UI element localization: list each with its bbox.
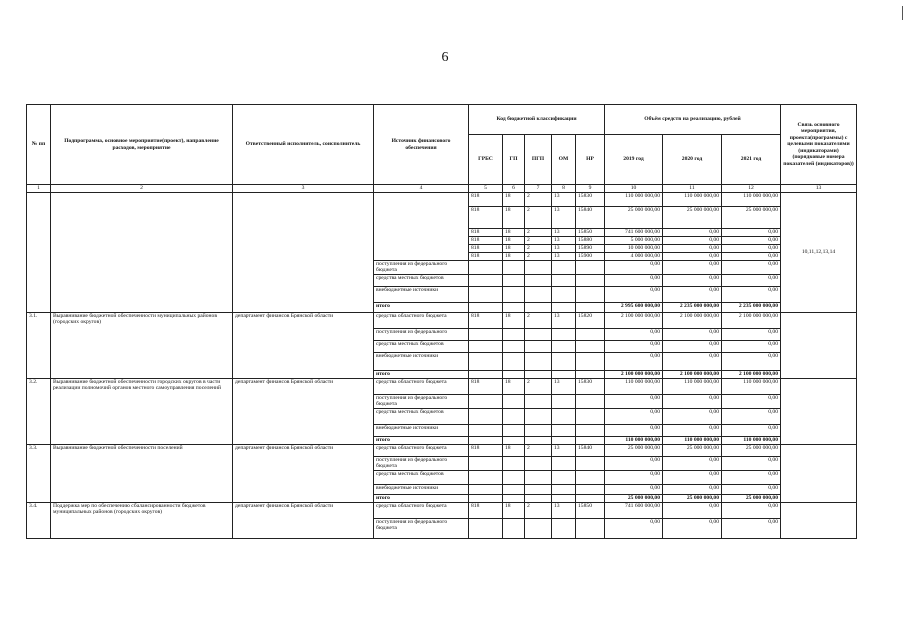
code-cell: 13 bbox=[552, 379, 576, 395]
source-cell: средства местных бюджетов bbox=[374, 471, 469, 485]
code-cell: 2 bbox=[525, 313, 552, 329]
amount-cell: 0,00 bbox=[722, 485, 781, 495]
cell-program: Выравнивание бюджетной обеспеченности городских округов в части реализации полномочий органов местного самоуправления поселений bbox=[51, 379, 233, 445]
colnum: 6 bbox=[503, 185, 525, 193]
source-cell: средства местных бюджетов bbox=[374, 341, 469, 353]
header-grbs: ГРБС bbox=[469, 135, 503, 185]
cell-program: Выравнивание бюджетной обеспеченности муниципальных районов (городских округов) bbox=[51, 313, 233, 379]
amount-cell: 0,00 bbox=[605, 341, 663, 353]
colnum: 2 bbox=[51, 185, 233, 193]
code-cell: 13 bbox=[552, 193, 576, 207]
code-cell bbox=[525, 287, 552, 303]
code-cell bbox=[552, 457, 576, 471]
code-cell bbox=[576, 495, 605, 503]
amount-cell: 2 100 000 000,00 bbox=[722, 371, 781, 379]
code-cell: 13 bbox=[552, 237, 576, 245]
amount-cell: 0,00 bbox=[663, 485, 722, 495]
code-cell bbox=[525, 495, 552, 503]
code-cell bbox=[576, 425, 605, 437]
source-cell: средства местных бюджетов bbox=[374, 275, 469, 287]
header-om: ОМ bbox=[552, 135, 576, 185]
code-cell bbox=[552, 287, 576, 303]
code-cell bbox=[552, 471, 576, 485]
amount-cell: 0,00 bbox=[722, 503, 781, 519]
amount-cell: 2 100 000 000,00 bbox=[663, 313, 722, 329]
amount-cell: 0,00 bbox=[605, 329, 663, 341]
source-cell: итого bbox=[374, 303, 469, 313]
code-cell: 2 bbox=[525, 207, 552, 229]
amount-cell: 110 000 000,00 bbox=[722, 437, 781, 445]
cell-executor: департамент финансов Брянской области bbox=[233, 503, 374, 539]
code-cell bbox=[576, 261, 605, 275]
source-cell: поступления из федерального бюджета bbox=[374, 519, 469, 539]
code-cell bbox=[469, 261, 503, 275]
source-cell: внебюджетные источники bbox=[374, 353, 469, 371]
code-cell bbox=[503, 519, 525, 539]
colnum: 11 bbox=[663, 185, 722, 193]
code-cell bbox=[552, 261, 576, 275]
code-cell bbox=[525, 303, 552, 313]
colnum: 7 bbox=[525, 185, 552, 193]
amount-cell: 5 000 000,00 bbox=[605, 237, 663, 245]
code-cell bbox=[503, 409, 525, 425]
amount-cell: 2 100 000 000,00 bbox=[605, 371, 663, 379]
code-cell: 818 bbox=[469, 379, 503, 395]
amount-cell: 2 235 000 000,00 bbox=[722, 303, 781, 313]
amount-cell: 110 000 000,00 bbox=[605, 193, 663, 207]
code-cell bbox=[503, 485, 525, 495]
header-nr: НР bbox=[576, 135, 605, 185]
amount-cell: 0,00 bbox=[663, 471, 722, 485]
amount-cell: 0,00 bbox=[605, 409, 663, 425]
amount-cell: 0,00 bbox=[605, 457, 663, 471]
amount-cell: 0,00 bbox=[605, 287, 663, 303]
amount-cell: 741 600 000,00 bbox=[605, 503, 663, 519]
cell-no bbox=[27, 193, 51, 313]
colnum: 1 bbox=[27, 185, 51, 193]
code-cell: 818 bbox=[469, 193, 503, 207]
code-cell: 15890 bbox=[576, 245, 605, 253]
amount-cell: 2 995 600 000,00 bbox=[605, 303, 663, 313]
header-2021: 2021 год bbox=[722, 135, 781, 185]
header-gp: ГП bbox=[503, 135, 525, 185]
cell-no: 3.1. bbox=[27, 313, 51, 379]
source-cell: средства областного бюджета bbox=[374, 445, 469, 457]
code-cell bbox=[469, 457, 503, 471]
cell-source bbox=[374, 193, 469, 261]
code-cell bbox=[576, 371, 605, 379]
code-cell bbox=[469, 485, 503, 495]
code-cell: 2 bbox=[525, 253, 552, 261]
code-cell: 18 bbox=[503, 229, 525, 237]
table-row bbox=[27, 445, 857, 457]
source-cell: средства областного бюджета bbox=[374, 379, 469, 395]
amount-cell: 25 000 000,00 bbox=[605, 207, 663, 229]
source-cell: поступления из федерального бюджета bbox=[374, 261, 469, 275]
code-cell bbox=[576, 395, 605, 409]
amount-cell: 25 000 000,00 bbox=[663, 445, 722, 457]
amount-cell: 25 000 000,00 bbox=[722, 495, 781, 503]
cell-indicators bbox=[781, 313, 857, 379]
code-cell: 18 bbox=[503, 253, 525, 261]
source-cell: внебюджетные источники bbox=[374, 425, 469, 437]
amount-cell: 0,00 bbox=[663, 341, 722, 353]
source-cell: внебюджетные источники bbox=[374, 485, 469, 495]
code-cell: 818 bbox=[469, 237, 503, 245]
code-cell: 15840 bbox=[576, 207, 605, 229]
source-cell: итого bbox=[374, 495, 469, 503]
amount-cell: 0,00 bbox=[663, 395, 722, 409]
amount-cell: 0,00 bbox=[722, 471, 781, 485]
code-cell bbox=[552, 275, 576, 287]
amount-cell: 110 000 000,00 bbox=[663, 437, 722, 445]
amount-cell: 0,00 bbox=[722, 237, 781, 245]
amount-cell: 0,00 bbox=[722, 395, 781, 409]
code-cell bbox=[576, 457, 605, 471]
colnum: 3 bbox=[233, 185, 374, 193]
amount-cell: 0,00 bbox=[663, 519, 722, 539]
code-cell: 18 bbox=[503, 237, 525, 245]
header-executor: Ответственный исполнитель, соисполнитель bbox=[233, 105, 374, 185]
source-cell: поступления из федерального бюджета bbox=[374, 395, 469, 409]
cell-program bbox=[51, 193, 233, 313]
code-cell bbox=[469, 329, 503, 341]
code-cell bbox=[552, 437, 576, 445]
code-cell bbox=[503, 353, 525, 371]
header-volume: Объём средств на реализацию, рублей bbox=[605, 105, 781, 135]
amount-cell: 0,00 bbox=[722, 229, 781, 237]
source-cell: средства местных бюджетов bbox=[374, 409, 469, 425]
code-cell bbox=[552, 329, 576, 341]
code-cell: 18 bbox=[503, 445, 525, 457]
amount-cell: 110 000 000,00 bbox=[722, 193, 781, 207]
amount-cell: 10 000 000,00 bbox=[605, 245, 663, 253]
cell-executor: департамент финансов Брянской области bbox=[233, 313, 374, 379]
page-number: 6 bbox=[441, 50, 449, 65]
code-cell bbox=[469, 275, 503, 287]
amount-cell: 0,00 bbox=[663, 261, 722, 275]
amount-cell: 0,00 bbox=[722, 519, 781, 539]
code-cell: 818 bbox=[469, 207, 503, 229]
amount-cell: 110 000 000,00 bbox=[663, 379, 722, 395]
source-cell: средства областного бюджета bbox=[374, 503, 469, 519]
code-cell: 818 bbox=[469, 503, 503, 519]
code-cell bbox=[576, 437, 605, 445]
amount-cell: 0,00 bbox=[605, 395, 663, 409]
code-cell bbox=[525, 341, 552, 353]
code-cell: 15820 bbox=[576, 313, 605, 329]
cell-indicators: 10,11,12,13,14 bbox=[781, 193, 857, 313]
code-cell: 13 bbox=[552, 245, 576, 253]
code-cell: 2 bbox=[525, 237, 552, 245]
code-cell bbox=[469, 353, 503, 371]
amount-cell: 2 100 000 000,00 bbox=[722, 313, 781, 329]
code-cell: 818 bbox=[469, 245, 503, 253]
amount-cell: 0,00 bbox=[663, 229, 722, 237]
source-cell: итого bbox=[374, 371, 469, 379]
code-cell bbox=[525, 395, 552, 409]
code-cell bbox=[525, 353, 552, 371]
code-cell: 15830 bbox=[576, 193, 605, 207]
code-cell bbox=[552, 303, 576, 313]
code-cell bbox=[503, 371, 525, 379]
code-cell bbox=[469, 519, 503, 539]
amount-cell: 0,00 bbox=[663, 275, 722, 287]
code-cell bbox=[469, 287, 503, 303]
cell-program: Выравнивание бюджетной обеспеченности поселений bbox=[51, 445, 233, 503]
code-cell bbox=[576, 275, 605, 287]
colnum: 8 bbox=[552, 185, 576, 193]
code-cell: 18 bbox=[503, 245, 525, 253]
code-cell: 13 bbox=[552, 503, 576, 519]
amount-cell: 0,00 bbox=[663, 253, 722, 261]
amount-cell: 0,00 bbox=[663, 503, 722, 519]
code-cell bbox=[552, 341, 576, 353]
code-cell bbox=[503, 395, 525, 409]
amount-cell: 2 235 000 000,00 bbox=[663, 303, 722, 313]
code-cell: 2 bbox=[525, 245, 552, 253]
amount-cell: 0,00 bbox=[663, 245, 722, 253]
code-cell: 18 bbox=[503, 503, 525, 519]
code-cell bbox=[469, 371, 503, 379]
amount-cell: 0,00 bbox=[722, 329, 781, 341]
code-cell bbox=[525, 485, 552, 495]
amount-cell: 2 100 000 000,00 bbox=[663, 371, 722, 379]
header-pgp: ПГП bbox=[525, 135, 552, 185]
header-budget-code: Код бюджетной классификации bbox=[469, 105, 605, 135]
cell-executor: департамент финансов Брянской области bbox=[233, 445, 374, 503]
amount-cell: 0,00 bbox=[722, 261, 781, 275]
source-cell: внебюджетные источники bbox=[374, 287, 469, 303]
amount-cell: 25 000 000,00 bbox=[605, 495, 663, 503]
header-2019: 2019 год bbox=[605, 135, 663, 185]
code-cell bbox=[525, 329, 552, 341]
code-cell bbox=[576, 303, 605, 313]
amount-cell: 0,00 bbox=[722, 341, 781, 353]
code-cell: 818 bbox=[469, 313, 503, 329]
amount-cell: 4 000 000,00 bbox=[605, 253, 663, 261]
code-cell bbox=[552, 409, 576, 425]
code-cell bbox=[525, 437, 552, 445]
cell-indicators bbox=[781, 503, 857, 539]
code-cell bbox=[503, 457, 525, 471]
code-cell: 15850 bbox=[576, 503, 605, 519]
code-cell: 2 bbox=[525, 229, 552, 237]
code-cell bbox=[576, 329, 605, 341]
amount-cell: 110 000 000,00 bbox=[722, 379, 781, 395]
amount-cell: 25 000 000,00 bbox=[663, 207, 722, 229]
code-cell bbox=[469, 303, 503, 313]
code-cell bbox=[503, 437, 525, 445]
code-cell bbox=[576, 471, 605, 485]
code-cell bbox=[469, 495, 503, 503]
code-cell: 2 bbox=[525, 193, 552, 207]
code-cell: 818 bbox=[469, 229, 503, 237]
amount-cell: 0,00 bbox=[722, 457, 781, 471]
header-program: Подпрограмма, основное мероприятие(проект), направление расходов, мероприятие bbox=[51, 105, 233, 185]
colnum: 4 bbox=[374, 185, 469, 193]
cell-program: Поддержка мер по обеспечению сбалансированности бюджетов муниципальных районов (городских округов) bbox=[51, 503, 233, 539]
code-cell: 15840 bbox=[576, 445, 605, 457]
code-cell bbox=[552, 371, 576, 379]
cell-executor bbox=[233, 193, 374, 313]
code-cell bbox=[503, 495, 525, 503]
amount-cell: 0,00 bbox=[605, 425, 663, 437]
code-cell bbox=[469, 395, 503, 409]
code-cell bbox=[552, 353, 576, 371]
cell-indicators bbox=[781, 379, 857, 445]
code-cell: 2 bbox=[525, 503, 552, 519]
header-2020: 2020 год bbox=[663, 135, 722, 185]
amount-cell: 0,00 bbox=[663, 409, 722, 425]
colnum: 9 bbox=[576, 185, 605, 193]
code-cell bbox=[469, 471, 503, 485]
code-cell bbox=[469, 425, 503, 437]
amount-cell: 110 000 000,00 bbox=[663, 193, 722, 207]
amount-cell: 0,00 bbox=[605, 471, 663, 485]
amount-cell: 0,00 bbox=[722, 409, 781, 425]
code-cell bbox=[469, 341, 503, 353]
code-cell: 818 bbox=[469, 253, 503, 261]
code-cell: 18 bbox=[503, 379, 525, 395]
code-cell bbox=[552, 425, 576, 437]
code-cell bbox=[576, 485, 605, 495]
code-cell: 15830 bbox=[576, 379, 605, 395]
code-cell: 13 bbox=[552, 253, 576, 261]
amount-cell: 0,00 bbox=[605, 519, 663, 539]
code-cell bbox=[503, 471, 525, 485]
header-no: № пп bbox=[27, 105, 51, 185]
colnum: 13 bbox=[781, 185, 857, 193]
source-cell: поступления из федерального бюджета bbox=[374, 457, 469, 471]
amount-cell: 110 000 000,00 bbox=[605, 437, 663, 445]
amount-cell: 0,00 bbox=[663, 425, 722, 437]
code-cell: 13 bbox=[552, 229, 576, 237]
amount-cell: 25 000 000,00 bbox=[722, 445, 781, 457]
code-cell bbox=[525, 471, 552, 485]
code-cell bbox=[552, 395, 576, 409]
code-cell bbox=[503, 425, 525, 437]
code-cell bbox=[525, 371, 552, 379]
table-row bbox=[27, 313, 857, 329]
code-cell: 15850 bbox=[576, 229, 605, 237]
code-cell bbox=[525, 261, 552, 275]
cell-no: 3.3. bbox=[27, 445, 51, 503]
amount-cell: 0,00 bbox=[605, 485, 663, 495]
table-row bbox=[27, 503, 857, 519]
code-cell: 13 bbox=[552, 445, 576, 457]
code-cell: 2 bbox=[525, 379, 552, 395]
amount-cell: 0,00 bbox=[663, 457, 722, 471]
code-cell bbox=[552, 485, 576, 495]
code-cell bbox=[503, 275, 525, 287]
code-cell: 18 bbox=[503, 313, 525, 329]
code-cell bbox=[576, 287, 605, 303]
scan-edge-mark bbox=[902, 6, 903, 20]
code-cell: 2 bbox=[525, 445, 552, 457]
code-cell bbox=[525, 519, 552, 539]
colnum: 5 bbox=[469, 185, 503, 193]
colnum: 10 bbox=[605, 185, 663, 193]
code-cell: 15900 bbox=[576, 253, 605, 261]
code-cell bbox=[525, 425, 552, 437]
amount-cell: 0,00 bbox=[605, 261, 663, 275]
code-cell bbox=[576, 409, 605, 425]
code-cell bbox=[503, 329, 525, 341]
code-cell: 818 bbox=[469, 445, 503, 457]
amount-cell: 741 600 000,00 bbox=[605, 229, 663, 237]
table-row bbox=[27, 193, 857, 207]
code-cell: 13 bbox=[552, 313, 576, 329]
code-cell bbox=[576, 353, 605, 371]
code-cell bbox=[503, 261, 525, 275]
cell-no: 3.4. bbox=[27, 503, 51, 539]
colnum: 12 bbox=[722, 185, 781, 193]
code-cell bbox=[576, 341, 605, 353]
table-body bbox=[27, 185, 857, 539]
code-cell: 18 bbox=[503, 193, 525, 207]
code-cell bbox=[525, 275, 552, 287]
amount-cell: 0,00 bbox=[722, 353, 781, 371]
code-cell bbox=[552, 519, 576, 539]
amount-cell: 0,00 bbox=[605, 353, 663, 371]
code-cell: 15880 bbox=[576, 237, 605, 245]
amount-cell: 0,00 bbox=[722, 287, 781, 303]
cell-no: 3.2. bbox=[27, 379, 51, 445]
code-cell bbox=[576, 519, 605, 539]
budget-table bbox=[26, 104, 857, 539]
cell-executor: департамент финансов Брянской области bbox=[233, 379, 374, 445]
code-cell bbox=[525, 457, 552, 471]
amount-cell: 0,00 bbox=[722, 425, 781, 437]
code-cell bbox=[469, 409, 503, 425]
code-cell bbox=[503, 287, 525, 303]
code-cell bbox=[503, 303, 525, 313]
amount-cell: 25 000 000,00 bbox=[663, 495, 722, 503]
header-source: Источник финансового обеспечения bbox=[374, 105, 469, 185]
amount-cell: 0,00 bbox=[663, 287, 722, 303]
amount-cell: 0,00 bbox=[722, 253, 781, 261]
code-cell bbox=[552, 495, 576, 503]
table-row bbox=[27, 379, 857, 395]
code-cell bbox=[469, 437, 503, 445]
amount-cell: 0,00 bbox=[663, 237, 722, 245]
code-cell bbox=[503, 341, 525, 353]
amount-cell: 0,00 bbox=[722, 275, 781, 287]
cell-indicators bbox=[781, 445, 857, 503]
amount-cell: 0,00 bbox=[605, 275, 663, 287]
amount-cell: 0,00 bbox=[663, 353, 722, 371]
amount-cell: 110 000 000,00 bbox=[605, 379, 663, 395]
code-cell: 13 bbox=[552, 207, 576, 229]
source-cell: поступления из федерального bbox=[374, 329, 469, 341]
header-link: Связь основного мероприятия, проекта(программы) с целевыми показателями (индикаторами) (порядковые номера показателей (индикаторов)) bbox=[781, 105, 857, 185]
amount-cell: 0,00 bbox=[663, 329, 722, 341]
code-cell: 18 bbox=[503, 207, 525, 229]
amount-cell: 25 000 000,00 bbox=[605, 445, 663, 457]
amount-cell: 0,00 bbox=[722, 245, 781, 253]
code-cell bbox=[525, 409, 552, 425]
source-cell: средства областного бюджета bbox=[374, 313, 469, 329]
amount-cell: 25 000 000,00 bbox=[722, 207, 781, 229]
source-cell: итого bbox=[374, 437, 469, 445]
amount-cell: 2 100 000 000,00 bbox=[605, 313, 663, 329]
